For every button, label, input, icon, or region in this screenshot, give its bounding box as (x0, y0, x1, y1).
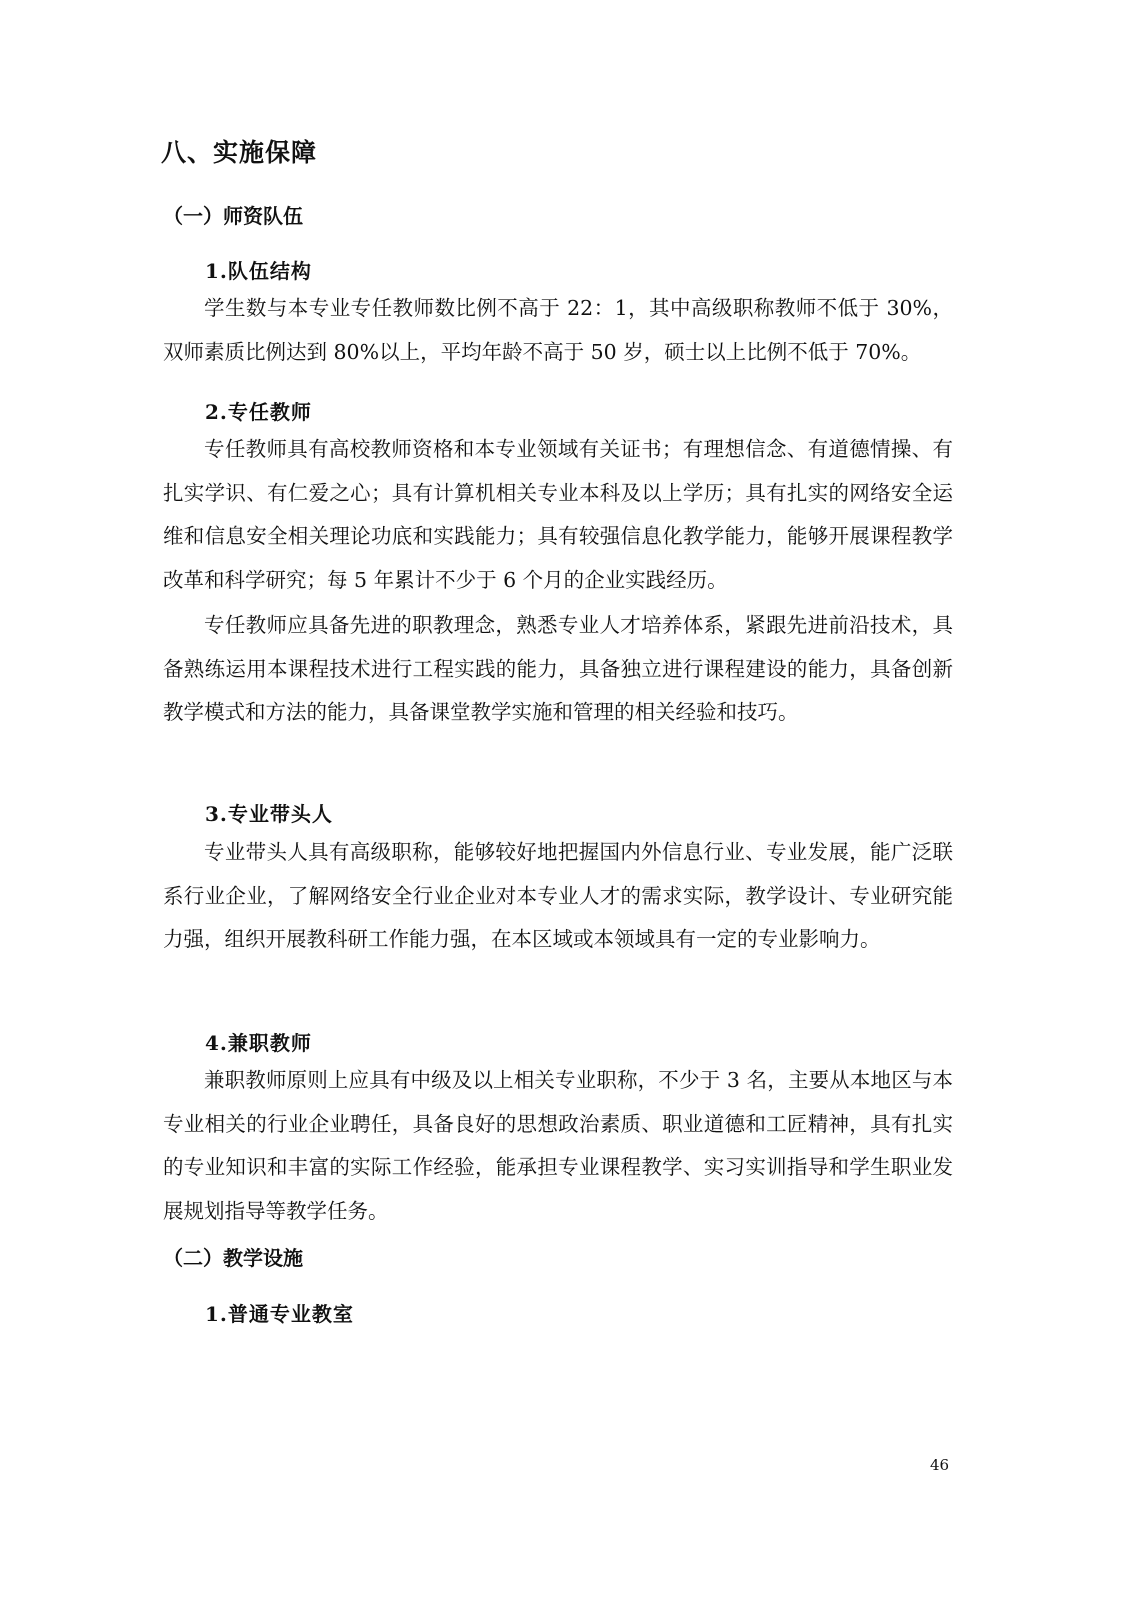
paragraph-fulltime-teachers-1: 专任教师具有高校教师资格和本专业领域有关证书；有理想信念、有道德情操、有扎实学识、有仁爱之心；具有计算机相关专业本科及以上学历；具有扎实的网络安全运维和信息安全相关理论功底和实践能力；具有较强信息化教学能力，能够开展课程教学改革和科学研究；每 5 年累计不少于 6 个月的企业实践经历。 (163, 437, 953, 592)
page-number: 46 (930, 1456, 950, 1474)
heading-team-structure: 1.队伍结构 (205, 259, 312, 283)
subsection-title-facilities: （二）教学设施 (163, 1246, 303, 1270)
heading-discipline-leader: 3.专业带头人 (205, 802, 333, 826)
subsection-title-teachers: （一）师资队伍 (163, 204, 303, 228)
paragraph-parttime-teachers: 兼职教师原则上应具有中级及以上相关专业职称，不少于 3 名，主要从本地区与本专业相关的行业企业聘任，具备良好的思想政治素质、职业道德和工匠精神，具有扎实的专业知识和丰富的实际工作经验，能承担专业课程教学、实习实训指导和学生职业发展规划指导等教学任务。 (163, 1068, 953, 1223)
paragraph-discipline-leader: 专业带头人具有高级职称，能够较好地把握国内外信息行业、专业发展，能广泛联系行业企业，了解网络安全行业企业对本专业人才的需求实际，教学设计、专业研究能力强，组织开展教科研工作能力强，在本区域或本领域具有一定的专业影响力。 (163, 840, 953, 951)
heading-fulltime-teachers: 2.专任教师 (205, 400, 312, 424)
section-title: 八、实施保障 (161, 138, 318, 167)
paragraph-fulltime-teachers-2: 专任教师应具备先进的职教理念，熟悉专业人才培养体系，紧跟先进前沿技术，具备熟练运用本课程技术进行工程实践的能力，具备独立进行课程建设的能力，具备创新教学模式和方法的能力，具备课堂教学实施和管理的相关经验和技巧。 (163, 613, 953, 724)
heading-general-classroom: 1.普通专业教室 (205, 1302, 354, 1326)
paragraph-team-structure: 学生数与本专业专任教师数比例不高于 22：1，其中高级职称教师不低于 30%，双师素质比例达到 80%以上，平均年龄不高于 50 岁，硕士以上比例不低于 70%。 (163, 296, 953, 364)
heading-parttime-teachers: 4.兼职教师 (205, 1031, 312, 1055)
